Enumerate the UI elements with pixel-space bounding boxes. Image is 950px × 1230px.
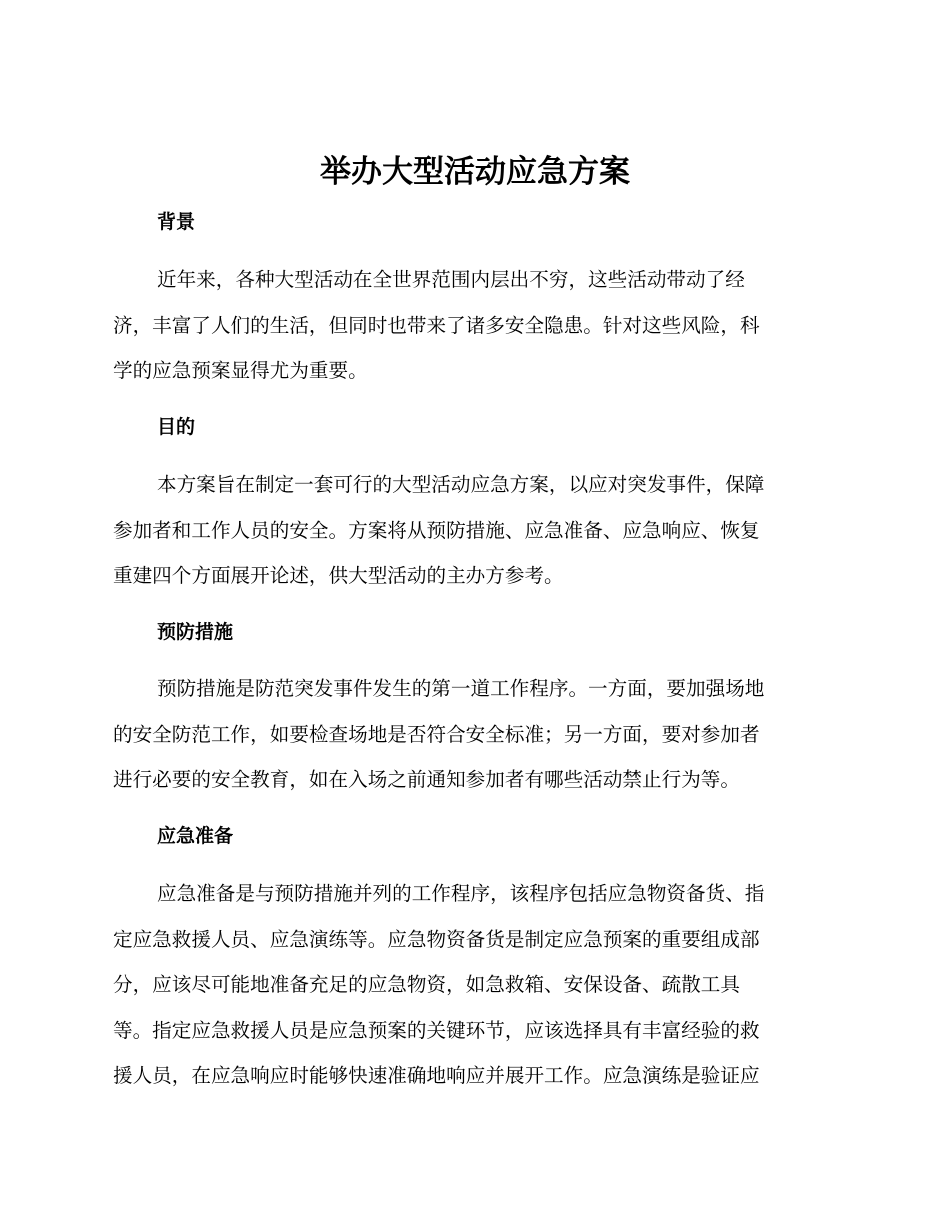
paragraph-line: 分，应该尽可能地准备充足的应急物资，如急救箱、安保设备、疏散工具 [113, 973, 740, 996]
paragraph-line: 援人员，在应急响应时能够快速准确地响应并展开工作。应急演练是验证应 [113, 1064, 760, 1087]
paragraph-line: 等。指定应急救援人员是应急预案的关键环节，应该选择具有丰富经验的救 [113, 1018, 760, 1042]
paragraph-line: 定应急救援人员、应急演练等。应急物资备货是制定应急预案的重要组成部 [113, 927, 760, 951]
paragraph-line: 近年来，各种大型活动在全世界范围内层出不穷，这些活动带动了经 [157, 268, 745, 291]
paragraph-line: 应急准备是与预防措施并列的工作程序，该程序包括应急物资备货、指 [157, 882, 765, 905]
section-heading-background: 背景 [157, 211, 196, 233]
document-title: 举办大型活动应急方案 [320, 154, 630, 190]
paragraph-line: 参加者和工作人员的安全。方案将从预防措施、应急准备、应急响应、恢复 [113, 518, 760, 542]
section-paragraph-purpose [113, 462, 831, 599]
paragraph-line: 预防措施是防范突发事件发生的第一道工作程序。一方面，要加强场地 [157, 677, 765, 700]
paragraph-line: 本方案旨在制定一套可行的大型活动应急方案，以应对突发事件，保障 [157, 473, 765, 496]
paragraph-line: 济，丰富了人们的生活，但同时也带来了诸多安全隐患。针对这些风险，科 [113, 313, 760, 337]
paragraph-line: 重建四个方面展开论述，供大型活动的主办方参考。 [113, 564, 564, 587]
section-paragraph-prevention [113, 666, 831, 803]
section-heading-purpose: 目的 [157, 416, 196, 438]
section-heading-preparation: 应急准备 [157, 825, 234, 847]
paragraph-line: 的安全防范工作，如要检查场地是否符合安全标准；另一方面，要对参加者 [113, 722, 760, 746]
paragraph-line: 学的应急预案显得尤为重要。 [113, 359, 368, 382]
section-paragraph-background [113, 257, 831, 394]
section-heading-prevention: 预防措施 [157, 621, 234, 643]
paragraph-line: 进行必要的安全教育，如在入场之前通知参加者有哪些活动禁止行为等。 [113, 768, 740, 791]
section-paragraph-preparation [113, 871, 831, 1099]
